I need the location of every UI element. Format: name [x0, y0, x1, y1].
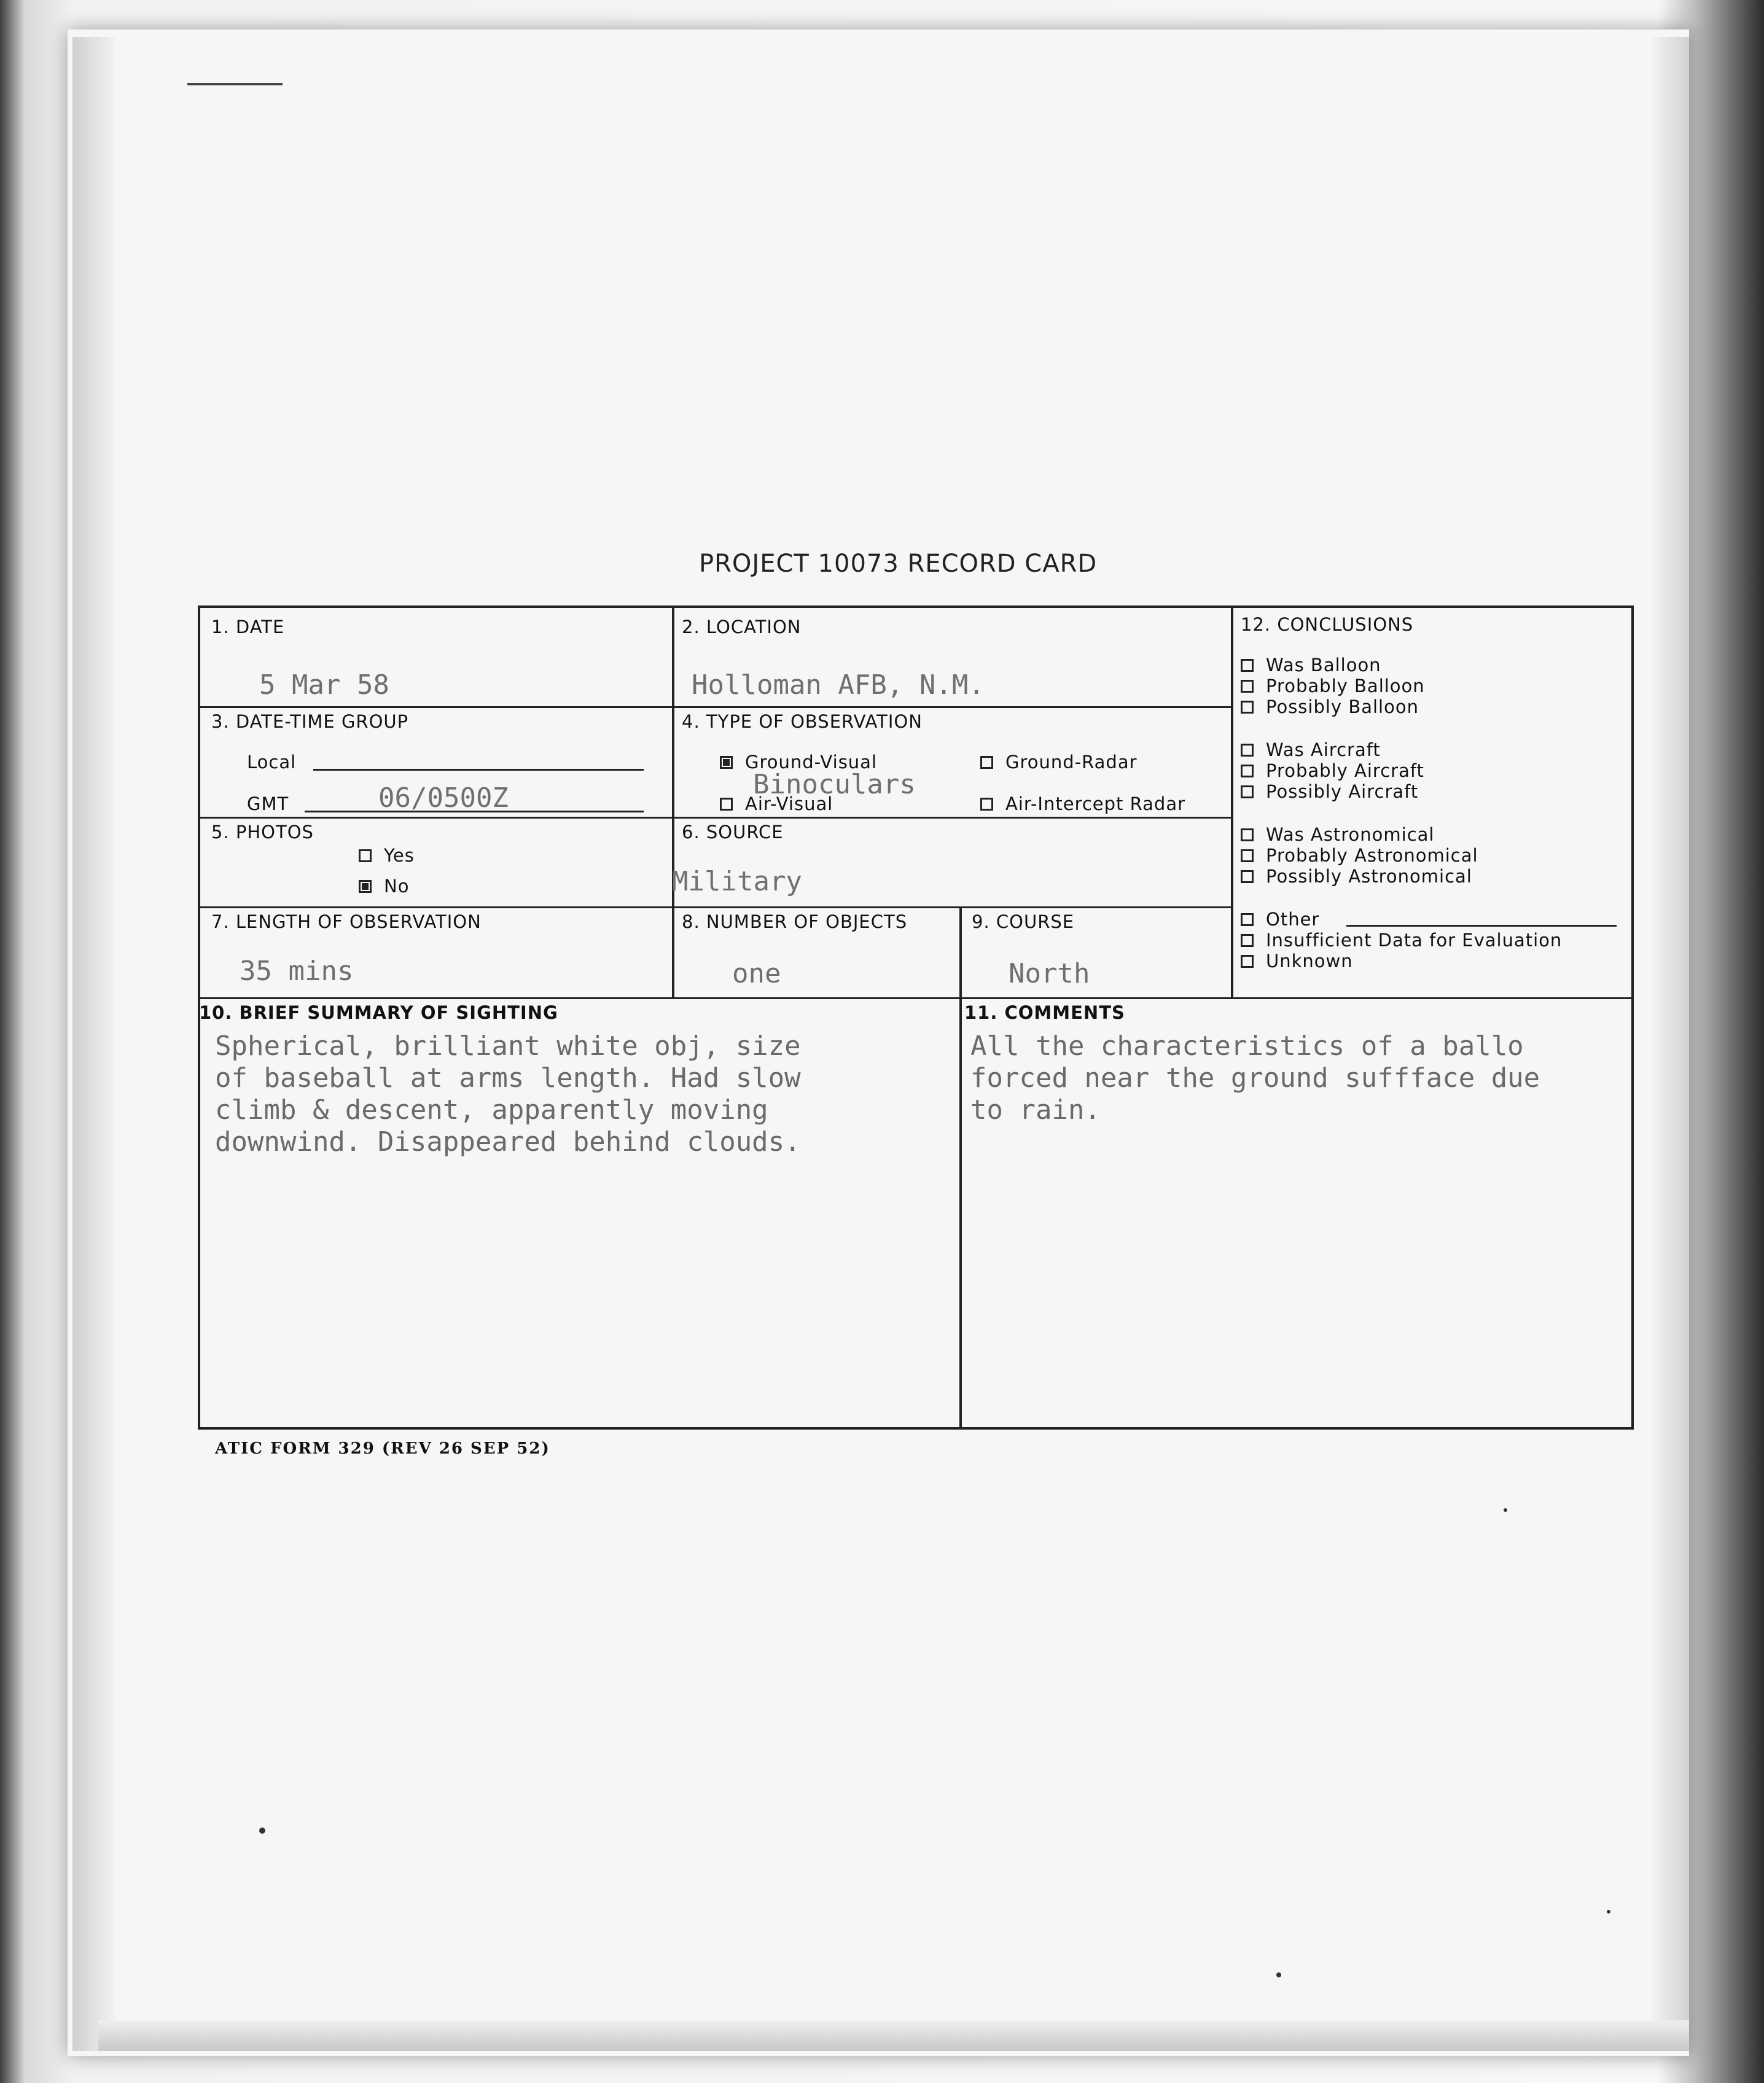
checkbox-icon — [1241, 785, 1254, 798]
conclusion-option: Possibly Astronomical — [1241, 866, 1472, 887]
course-label: 9. COURSE — [972, 911, 1075, 932]
record-card — [198, 605, 1634, 1430]
divider — [672, 608, 674, 997]
conclusion-option: Other — [1241, 909, 1319, 930]
local-time-line — [313, 769, 644, 771]
paper-edge-shadow — [98, 2020, 1689, 2051]
checkbox-icon — [980, 798, 993, 811]
comments-line: to rain. — [970, 1094, 1101, 1126]
local-time-label: Local — [247, 752, 297, 773]
comments-label: 11. COMMENTS — [964, 1002, 1125, 1023]
checkbox-icon — [1241, 913, 1254, 926]
checkbox-icon — [1241, 934, 1254, 947]
conclusion-option: Probably Astronomical — [1241, 845, 1478, 866]
checkbox-checked-icon — [359, 880, 372, 893]
conclusion-option: Possibly Aircraft — [1241, 781, 1418, 802]
summary-line: downwind. Disappeared behind clouds. — [215, 1126, 801, 1158]
divider — [959, 906, 962, 1430]
checkbox-checked-icon — [720, 756, 733, 769]
observation-note: Binoculars — [753, 769, 916, 800]
option-ground-radar: Ground-Radar — [980, 752, 1138, 773]
form-footer: ATIC FORM 329 (REV 26 SEP 52) — [215, 1439, 550, 1458]
observation-type-label: 4. TYPE OF OBSERVATION — [682, 711, 923, 732]
other-line — [1346, 925, 1617, 927]
date-label: 1. DATE — [211, 617, 285, 637]
comments-line: All the characteristics of a ballo — [970, 1030, 1524, 1062]
paper-edge-shadow — [72, 37, 115, 2051]
checkbox-icon — [1241, 849, 1254, 862]
option-photos-no: No — [359, 876, 409, 897]
location-label: 2. LOCATION — [682, 617, 802, 637]
checkbox-icon — [1241, 701, 1254, 714]
checkbox-icon — [359, 849, 372, 862]
objects-label: 8. NUMBER OF OBJECTS — [682, 911, 908, 932]
summary-line: climb & descent, apparently moving — [215, 1094, 768, 1126]
option-ground-visual: Ground-Visual — [720, 752, 877, 773]
checkbox-icon — [720, 798, 733, 811]
gmt-value: 06/0500Z — [378, 782, 509, 814]
option-photos-yes: Yes — [359, 845, 415, 866]
option-air-visual: Air-Visual — [720, 793, 833, 814]
option-air-intercept-radar: Air-Intercept Radar — [980, 793, 1185, 814]
source-label: 6. SOURCE — [682, 822, 784, 843]
paper-edge-shadow — [1652, 37, 1689, 2051]
date-time-group-label: 3. DATE-TIME GROUP — [211, 711, 409, 732]
checkbox-icon — [1241, 828, 1254, 841]
checkbox-icon — [1241, 765, 1254, 777]
conclusion-option: Possibly Balloon — [1241, 696, 1419, 717]
comments-line: forced near the ground suffface due — [970, 1062, 1540, 1094]
objects-value: one — [732, 958, 781, 989]
source-value: Military — [672, 866, 802, 897]
checkbox-icon — [1241, 680, 1254, 693]
conclusion-option: Insufficient Data for Evaluation — [1241, 930, 1562, 951]
checkbox-icon — [1241, 955, 1254, 968]
course-value: North — [1009, 958, 1090, 989]
summary-text — [215, 1030, 801, 1158]
length-value: 35 mins — [240, 956, 354, 987]
summary-line: Spherical, brilliant white obj, size — [215, 1030, 801, 1062]
divider — [200, 997, 1634, 999]
summary-label: 10. BRIEF SUMMARY OF SIGHTING — [199, 1002, 558, 1023]
summary-line: of baseball at arms length. Had slow — [215, 1062, 801, 1094]
conclusion-option: Was Balloon — [1241, 655, 1381, 676]
checkbox-icon — [1241, 659, 1254, 672]
dust-speck — [1607, 1910, 1610, 1914]
conclusion-option: Was Astronomical — [1241, 824, 1434, 845]
conclusion-option: Unknown — [1241, 951, 1353, 971]
comments-text — [970, 1030, 1631, 1126]
checkbox-icon — [1241, 870, 1254, 883]
conclusions-label: 12. CONCLUSIONS — [1241, 614, 1414, 635]
checkbox-icon — [1241, 744, 1254, 757]
photos-label: 5. PHOTOS — [211, 822, 314, 843]
paper-mark — [187, 83, 283, 85]
checkbox-icon — [980, 756, 993, 769]
dust-speck — [1276, 1972, 1281, 1977]
dust-speck — [1504, 1508, 1507, 1512]
conclusion-option: Probably Aircraft — [1241, 760, 1424, 781]
conclusion-option: Was Aircraft — [1241, 739, 1381, 760]
dust-speck — [259, 1828, 265, 1834]
divider — [200, 706, 1231, 708]
card-title: PROJECT 10073 RECORD CARD — [699, 550, 1098, 578]
divider — [1231, 608, 1233, 997]
location-value: Holloman AFB, N.M. — [692, 669, 985, 701]
gmt-label: GMT — [247, 793, 289, 814]
divider — [200, 906, 1231, 908]
date-value: 5 Mar 58 — [259, 669, 389, 701]
length-label: 7. LENGTH OF OBSERVATION — [211, 911, 482, 932]
conclusion-option: Probably Balloon — [1241, 676, 1425, 696]
divider — [200, 817, 1231, 819]
